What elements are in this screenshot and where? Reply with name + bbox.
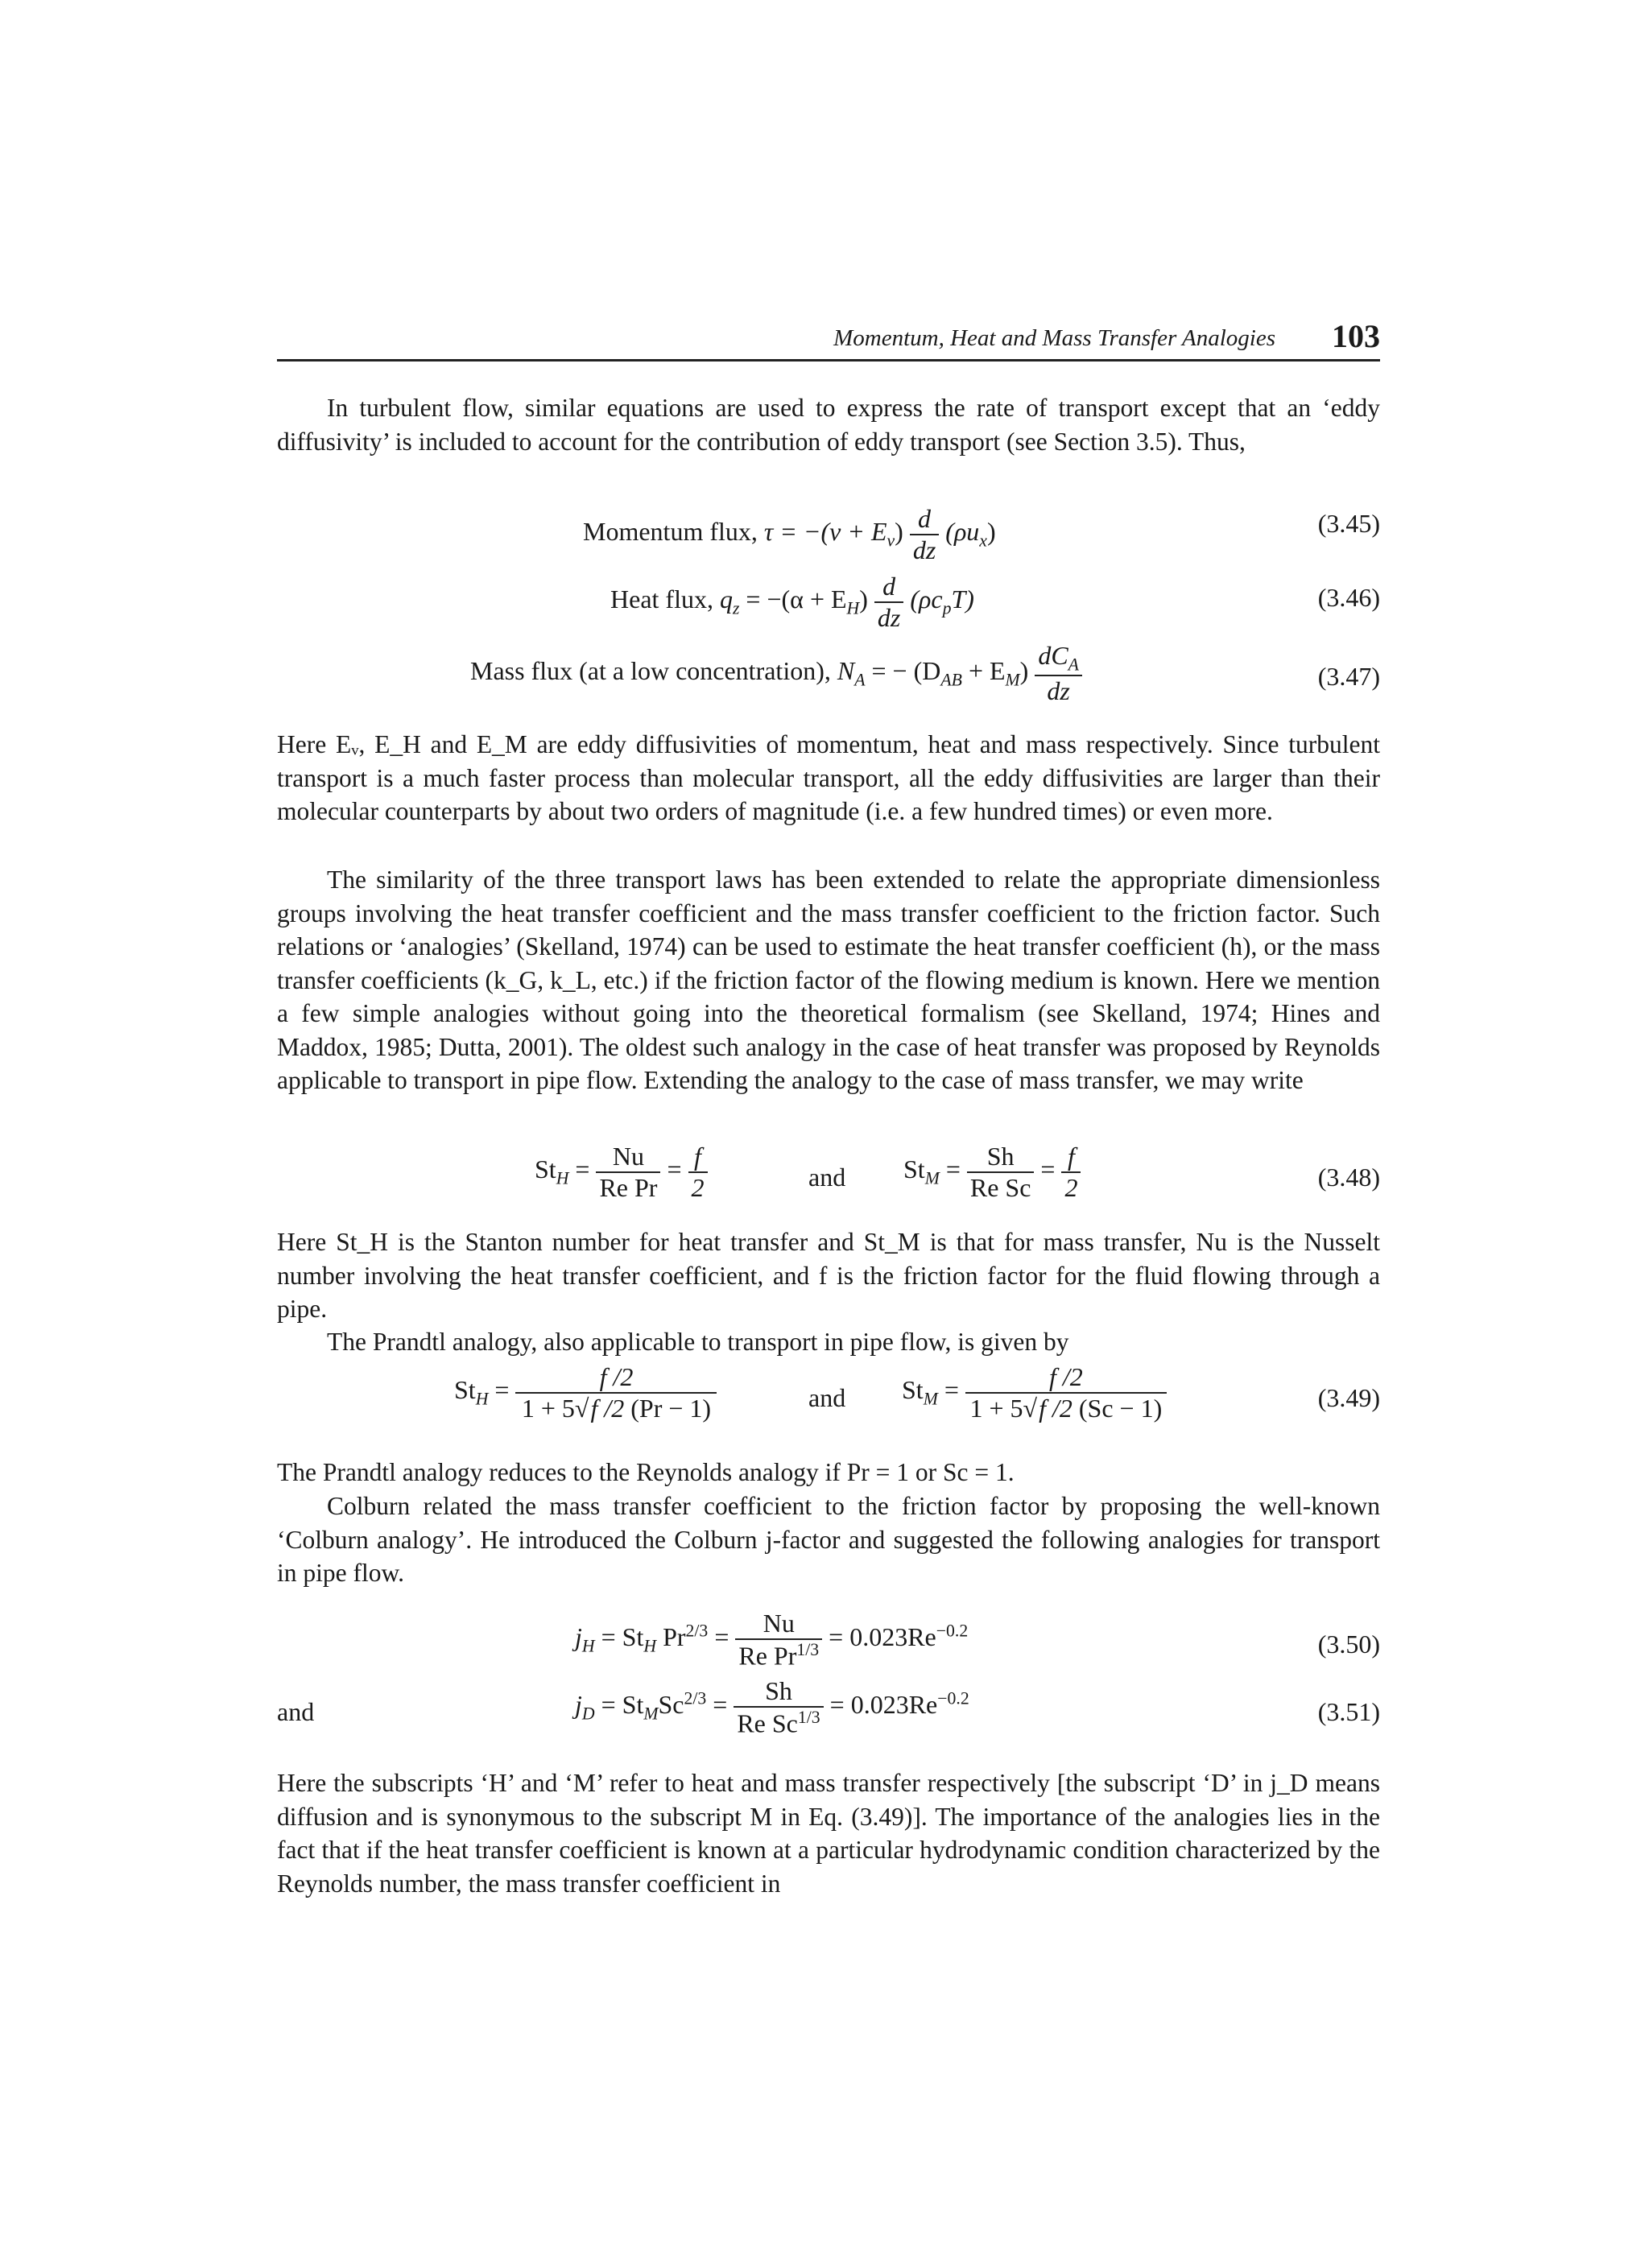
- running-title: Momentum, Heat and Mass Transfer Analogies: [833, 325, 1275, 351]
- eq-derivative: $\frac{dC_A}{dz}$: [1035, 641, 1082, 706]
- equation-number: (3.49): [1317, 1383, 1380, 1412]
- equation-number: (3.45): [1317, 509, 1380, 538]
- eq-label: Heat flux,: [610, 585, 713, 614]
- equation-number: (3.48): [1317, 1163, 1380, 1192]
- running-header: [277, 317, 1380, 361]
- eq-label: Momentum flux,: [583, 517, 758, 547]
- equation-number: (3.46): [1317, 583, 1380, 612]
- paragraph-stanton-number: Here St_H is the Stanton number for heat transfer and St_M is that for mass transfer, Nu is the Nusselt number involving the heat transfer coefficient, and f is the friction factor for the fluid flowing through a pipe.: [277, 1228, 1380, 1323]
- equation-3-45: Momentum flux, $\tau = -(\nu + E_v)$ $\frac{d}{dz}$ $(\rho u_x)$ (3.45): [583, 504, 1380, 564]
- paragraph-prandtl-reduces: The Prandtl analogy reduces to the Reynolds analogy if Pr = 1 or Sc = 1.: [277, 1458, 1015, 1486]
- paragraph-colburn: Colburn related the mass transfer coefficient to the friction factor by proposing the well-known ‘Colburn analogy’. He introduced the Colburn j-factor and suggested the following analogies for transport in pipe flow.: [277, 1492, 1380, 1587]
- eq-derivative: $\frac{d}{dz}$: [910, 504, 939, 565]
- page-number: 103: [1332, 318, 1380, 354]
- equation-number: (3.51): [1317, 1697, 1380, 1726]
- equation-3-50: $j_H = St_H$ $Pr^{2/3}$ = $\frac{Nu}{Re Pr^{1/3}}$ = $0.023Re^{-0.2}$ (3.50): [575, 1609, 1380, 1671]
- eq-derivative: $\frac{d}{dz}$: [874, 572, 903, 633]
- equation-3-49: $St_H$ = $\frac{f /2}{1 + 5√f /2 (Pr - 1)}$ and $St_M$ = $\frac{f /2}{1 + 5√f /2 (Sc - 1)}$ (3.49): [454, 1362, 1380, 1423]
- equation-3-46: Heat flux, $q_z = -(\alpha + E_H)$ $\frac{d}{dz}$ $(\rho c_pT)$ (3.46): [610, 572, 1380, 632]
- equation-3-48: $St_H$ = $\frac{Nu}{\text{Re Pr}}$ = $\frac{f}{2}$ and $St_M$ = $\frac{Sh}{\text{Re Sc}}$ = $\frac{f}{2}$ (3.48): [535, 1142, 1380, 1202]
- eq-lhs: τ = −(ν + E: [763, 517, 887, 547]
- equation-3-47: Mass flux (at a low concentration), $N_A$ = − $(D_{AB} + E_M)$ $\frac{dC_A}{dz}$ (3.47): [470, 641, 1380, 706]
- paragraph-analogies: The similarity of the three transport laws has been extended to relate the appropriate dimensionless groups involving the heat transfer coefficient and the mass transfer coefficient to the friction factor. Such relations or ‘analogies’ (Skelland, 1974) can be used to estimate the heat transfer coefficient (h), or the mass transfer coefficients (k_G, k_L, etc.) if the friction factor of the flowing medium is known. Here we mention a few simple analogies without going into the theoretical formalism (see Skelland, 1974; Hines and Maddox, 1985; Dutta, 2001). The oldest such analogy in the case of heat transfer was proposed by Reynolds applicable to transport in pipe flow. Extending the analogy to the case of mass transfer, we may write: [277, 865, 1380, 1094]
- book-page: [277, 0, 1380, 2268]
- equation-3-51: and $j_D = St_MSc^{2/3}$ = $\frac{Sh}{Re Sc^{1/3}}$ = $0.023Re^{-0.2}$ (3.51): [277, 1676, 1380, 1738]
- eq-label: Mass flux (at a low concentration),: [470, 655, 831, 685]
- equation-number: (3.47): [1317, 662, 1380, 691]
- paragraph-subscripts: Here the subscripts ‘H’ and ‘M’ refer to heat and mass transfer respectively [the subscript ‘D’ in j_D means diffusion and is synonymous to the subscript M in Eq. (3.49)]. The importance of the analogies lies in the fact that if the heat transfer coefficient is known at a particular hydrodynamic condition characterized by the Reynolds number, the mass transfer coefficient in: [277, 1769, 1380, 1898]
- paragraph-eddy-diffusivities: Here Eᵥ, E_H and E_M are eddy diffusivities of momentum, heat and mass respectively. Since turbulent transport is a much faster process than molecular transport, all the eddy diffusivities are larger than their molecular counterparts by about two orders of magnitude (i.e. a few hundred times) or even more.: [277, 730, 1380, 825]
- paragraph-prandtl-intro: The Prandtl analogy, also applicable to transport in pipe flow, is given by: [327, 1328, 1069, 1356]
- paragraph-turbulent-flow: In turbulent flow, similar equations are used to express the rate of transport except that an ‘eddy diffusivity’ is included to account for the contribution of eddy transport (see Section 3.5). Thus,: [277, 394, 1380, 456]
- equation-number: (3.50): [1317, 1630, 1380, 1659]
